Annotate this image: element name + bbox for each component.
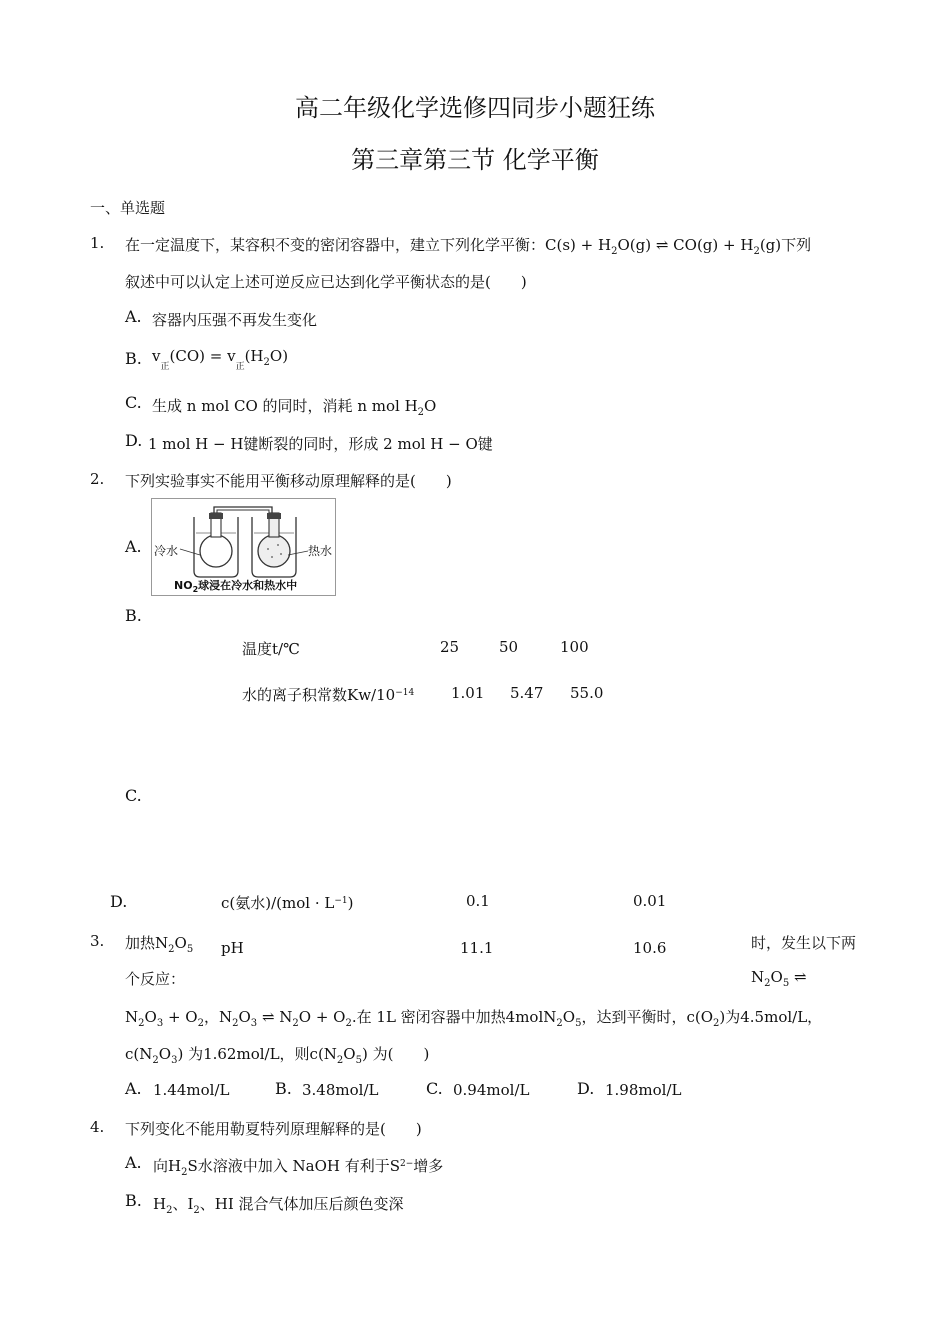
table-b-cell: 100 — [560, 638, 589, 656]
q3-option-d-text: 1.98mol/L — [605, 1081, 682, 1099]
q3-line4: $c(N_2O_3)$ 为1.62mol/L，则$c(N_2O_5)$ 为( ) — [125, 1045, 430, 1066]
table-b-cell: 50 — [499, 638, 519, 656]
q4-option-b-text: $H_2$、$I_2$、HI 混合气体加压后颜色变深 — [153, 1195, 404, 1216]
table-b-cell: 55.0 — [570, 684, 604, 702]
q1-option-b-label: B. — [125, 349, 142, 368]
page-title: 高二年级化学选修四同步小题狂练 — [295, 94, 655, 122]
q3-line3: $N_2O_3 + O_2$，$N_2O_3$ ⇌ $N_2O + O_2$.在 1L 密闭容器中加热$4molN_2O_5$，达到平衡时，$c(O_2)$为4.5mol/L， — [125, 1008, 823, 1029]
q3-option-c-label: C. — [426, 1079, 443, 1098]
q1-option-a-text: 容器内压强不再发生变化 — [152, 311, 318, 329]
page-subtitle: 第三章第三节 化学平衡 — [351, 146, 599, 174]
q3-stem-left: 加热$N_2O_5$ — [125, 934, 194, 955]
table-d-cell: 0.01 — [633, 892, 667, 910]
table-b-cell: 5.47 — [510, 684, 544, 702]
q3-stem-right: 时，发生以下两 — [751, 934, 857, 952]
hot-water-label: 热水 — [308, 544, 333, 558]
q1-option-d-text: 1 mol H − H键断裂的同时，形成 2 mol H − O键 — [148, 435, 493, 453]
q1-option-d-label: D. — [125, 431, 143, 450]
table-b-row-label: 水的离子积常数$Kw/10^{-14}$ — [242, 686, 415, 704]
q3-option-a-text: 1.44mol/L — [153, 1081, 230, 1099]
table-d-cell: 10.6 — [633, 939, 667, 957]
q4-stem: 下列变化不能用勒夏特列原理解释的是( ) — [125, 1120, 422, 1138]
q2-option-d-label: D. — [110, 892, 128, 911]
q3-option-b-text: 3.48mol/L — [302, 1081, 379, 1099]
q2-option-c-label: C. — [125, 786, 142, 805]
q1-stem-line2: 叙述中可以认定上述可逆反应已达到化学平衡状态的是( ) — [125, 273, 527, 291]
q3-number: 3. — [90, 932, 105, 950]
table-d-cell: 0.1 — [466, 892, 490, 910]
table-d-row-label: pH — [221, 939, 244, 957]
q1-number: 1. — [90, 234, 105, 252]
table-d-header: c(氨水)$/(mol \cdot L^{-1})$ — [221, 894, 354, 912]
q3-option-c-text: 0.94mol/L — [453, 1081, 530, 1099]
q2-option-b-label: B. — [125, 606, 142, 625]
q1-option-c-text: 生成 n mol CO 的同时，消耗 n mol $H_2O$ — [152, 397, 437, 418]
q3-option-a-label: A. — [125, 1079, 142, 1098]
q1-option-a-label: A. — [125, 307, 142, 326]
table-d-cell: 11.1 — [460, 939, 494, 957]
no2-flask-figure — [151, 498, 336, 596]
q1-stem-line1: 在一定温度下，某容积不变的密闭容器中，建立下列化学平衡：$C(s) + H_2O(g)$ ⇌ $CO(g) + H_2(g)$下列 — [125, 236, 812, 257]
table-b-cell: 1.01 — [451, 684, 485, 702]
q4-option-a-text: 向$H_2S$水溶液中加入 NaOH 有利于$S^{2-}$增多 — [153, 1157, 444, 1178]
table-b-header: 温度t/℃ — [242, 640, 300, 658]
figure-caption: $NO_2$球浸在冷水和热水中 — [174, 579, 298, 594]
q1-option-b-text: $v_正(CO) = v_正(H_2O)$ — [152, 347, 289, 372]
q1-equation: $C(s) + H_2O(g)$ ⇌ $CO(g) + H_2(g)$ — [545, 236, 782, 257]
q4-option-b-label: B. — [125, 1191, 142, 1210]
q4-number: 4. — [90, 1118, 105, 1136]
q2-number: 2. — [90, 470, 105, 488]
q2-option-a-label: A. — [125, 537, 142, 556]
q3-option-d-label: D. — [577, 1079, 595, 1098]
q3-line2-left: 个反应： — [125, 970, 186, 988]
q3-line2-right: $N_2O_5$ ⇌ — [751, 968, 807, 989]
q2-stem: 下列实验事实不能用平衡移动原理解释的是( ) — [125, 472, 452, 490]
cold-water-label: 冷水 — [154, 544, 179, 558]
q3-option-b-label: B. — [275, 1079, 292, 1098]
section-heading: 一、单选题 — [90, 199, 166, 217]
q1-option-c-label: C. — [125, 393, 142, 412]
q4-option-a-label: A. — [125, 1153, 142, 1172]
table-b-cell: 25 — [440, 638, 460, 656]
